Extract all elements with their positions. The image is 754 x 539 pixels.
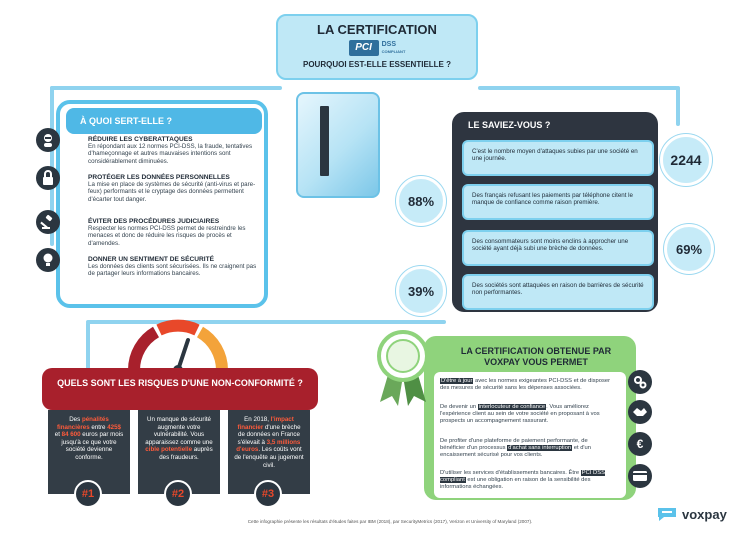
risk-number-badge: #2 <box>164 480 192 508</box>
pci-logo-mark <box>349 40 379 56</box>
body-text: est une obligation en raison de la sensibilité des informations échangées. <box>440 476 591 490</box>
risk-number-badge: #3 <box>254 480 282 508</box>
connector-line <box>50 86 282 90</box>
fact-stat: 69% <box>664 224 714 274</box>
gears-icon <box>628 370 652 394</box>
risk-number-badge: #1 <box>74 480 102 508</box>
purpose-item-text: Les données des clients sont sécurisées. Ils ne craignent pas de partager leurs informations bancaires. <box>88 263 257 278</box>
body-text: Un manque de sécurité augmente votre vulnérabilité. Vous apparaissez comme une <box>145 416 213 446</box>
body-text: En 2018, <box>244 416 271 423</box>
body-text: et d'un encaissement sécurisé pour vos clients. <box>440 444 591 458</box>
body-text: euros par mois jusqu'à ce que votre société devienne conforme. <box>61 431 124 461</box>
source-footnote: Cette infographie présente les résultats d'études faites par IBM (2018), par SecurityMetrics (2017), Verizon et University of Maryland (2007). <box>247 519 533 524</box>
body-text: D'utiliser les services d'établissements bancaires. Être <box>440 470 581 476</box>
highlighted-text: l'impact financier <box>237 416 294 431</box>
risks-heading: QUELS SONT LES RISQUES D'UNE NON-CONFORMITÉ ? <box>42 368 318 410</box>
facts-heading: LE SAVIEZ-VOUS ? <box>468 120 551 130</box>
body-text: De devenir un <box>440 404 478 410</box>
purpose-item-text: Respecter les normes PCI-DSS permet de restreindre les menaces et donc de réduire les risques de procès et d'amendes. <box>88 225 246 247</box>
medal-icon <box>372 328 434 406</box>
certification-item <box>440 438 612 458</box>
dss-label: DSS <box>381 41 397 48</box>
purpose-item-title: RÉDUIRE LES CYBERATTAQUES <box>88 136 193 143</box>
body-text: . Vous améliorez l'expérience client au sein de votre société en proposant à vos prospects un accompagnement rassurant. <box>440 404 600 424</box>
body-text: Des <box>69 416 82 423</box>
purpose-item-title: PROTÉGER LES DONNÉES PERSONNELLES <box>88 174 230 181</box>
body-text: avec les normes exigeantes PCI-DSS et de disposer des mesures de sécurité sans les dépenses associées. <box>440 378 611 391</box>
body-text: . Les coûts vont de l'enquête au jugement civil. <box>234 446 304 469</box>
compliant-label: COMPLIANT <box>381 49 406 54</box>
title-card <box>276 14 478 80</box>
handshake-icon <box>628 400 652 424</box>
light-bulb-icon <box>36 248 60 272</box>
body-text: d'une brèche de données en France s'élevait à <box>237 423 301 446</box>
highlighted-text: cible potentielle <box>145 446 193 454</box>
purpose-item-title: DONNER UN SENTIMENT DE SÉCURITÉ <box>88 256 215 263</box>
highlighted-text: pénalités financières <box>57 416 109 431</box>
page-subtitle: POURQUOI EST-ELLE ESSENTIELLE ? <box>302 60 451 69</box>
gavel-icon <box>36 210 60 234</box>
fact-stat: 88% <box>396 176 446 226</box>
brand-name: voxpay <box>682 506 727 522</box>
lock-icon <box>36 166 60 190</box>
body-text: et <box>54 431 62 439</box>
body-text: De profiter d'une plateforme de paiement performante, de bénéficier d'un processus <box>440 438 588 451</box>
body-text: entre <box>89 423 108 431</box>
certification-item <box>440 470 612 490</box>
highlighted-text: 84 600 <box>61 431 81 439</box>
certification-heading: LA CERTIFICATION OBTENUE PAR VOXPAY VOUS PERMET <box>460 346 612 367</box>
highlighted-text: interlocuteur de confiance <box>478 404 546 410</box>
certification-item <box>440 404 612 424</box>
fact-box: C'est le nombre moyen d'attaques subies par une société en une journée. <box>462 140 654 176</box>
risk-gauge-icon <box>126 312 230 374</box>
purpose-item-text: En répondant aux 12 normes PCI-DSS, la fraude, tentatives d'hameçonnage et autres mauvaises intentions sont considérablement diminuées. <box>88 143 253 165</box>
euro-icon: € <box>628 432 652 456</box>
certification-item <box>440 378 612 392</box>
voxpay-logo <box>656 506 727 522</box>
body-text: auprès des fraudeurs. <box>159 446 213 461</box>
fact-stat: 39% <box>396 266 446 316</box>
credit-card-illustration <box>296 92 380 198</box>
purpose-item <box>88 218 264 247</box>
connector-line <box>676 86 680 126</box>
purpose-item <box>88 256 264 278</box>
fact-stat: 2244 <box>660 134 712 186</box>
page-title: LA CERTIFICATION <box>317 22 437 37</box>
hacker-icon <box>36 128 60 152</box>
highlighted-text: d'achat sans interruption <box>508 444 572 451</box>
purpose-item-text: La mise en place de systèmes de sécurité (anti-virus et pare-feux) performants et le cryptage des données permettent d'écarter tout danger. <box>88 181 256 203</box>
purpose-item <box>88 136 264 165</box>
dss-logo-text <box>382 41 406 55</box>
fact-box: Des sociétés sont attaquées en raison de barrières de sécurité non performantes. <box>462 274 654 310</box>
connector-line <box>478 86 678 90</box>
purpose-item <box>88 174 264 203</box>
voxpay-logo-icon <box>656 506 678 522</box>
connector-line <box>86 322 90 370</box>
highlighted-text: D'être à jour <box>441 378 473 384</box>
credit-card-icon <box>628 464 652 488</box>
fact-box: Des français refusant les paiements par téléphone citent le manque de confiance comme raison première. <box>462 184 654 220</box>
fact-box: Des consommateurs sont moins enclins à approcher une société ayant déjà subi une brèche de données. <box>462 230 654 266</box>
purpose-heading: À QUOI SERT-ELLE ? <box>66 108 262 134</box>
card-magnetic-stripe <box>320 106 329 176</box>
highlighted-text: 425$ <box>107 423 121 431</box>
pci-dss-logo <box>349 40 406 56</box>
purpose-item-title: ÉVITER DES PROCÉDURES JUDICIAIRES <box>88 218 220 225</box>
highlighted-text: PCI DSS compliant <box>440 470 605 483</box>
pci-logo-text: PCI <box>355 42 372 53</box>
highlighted-text: 3,5 millions d'euros <box>236 438 301 454</box>
